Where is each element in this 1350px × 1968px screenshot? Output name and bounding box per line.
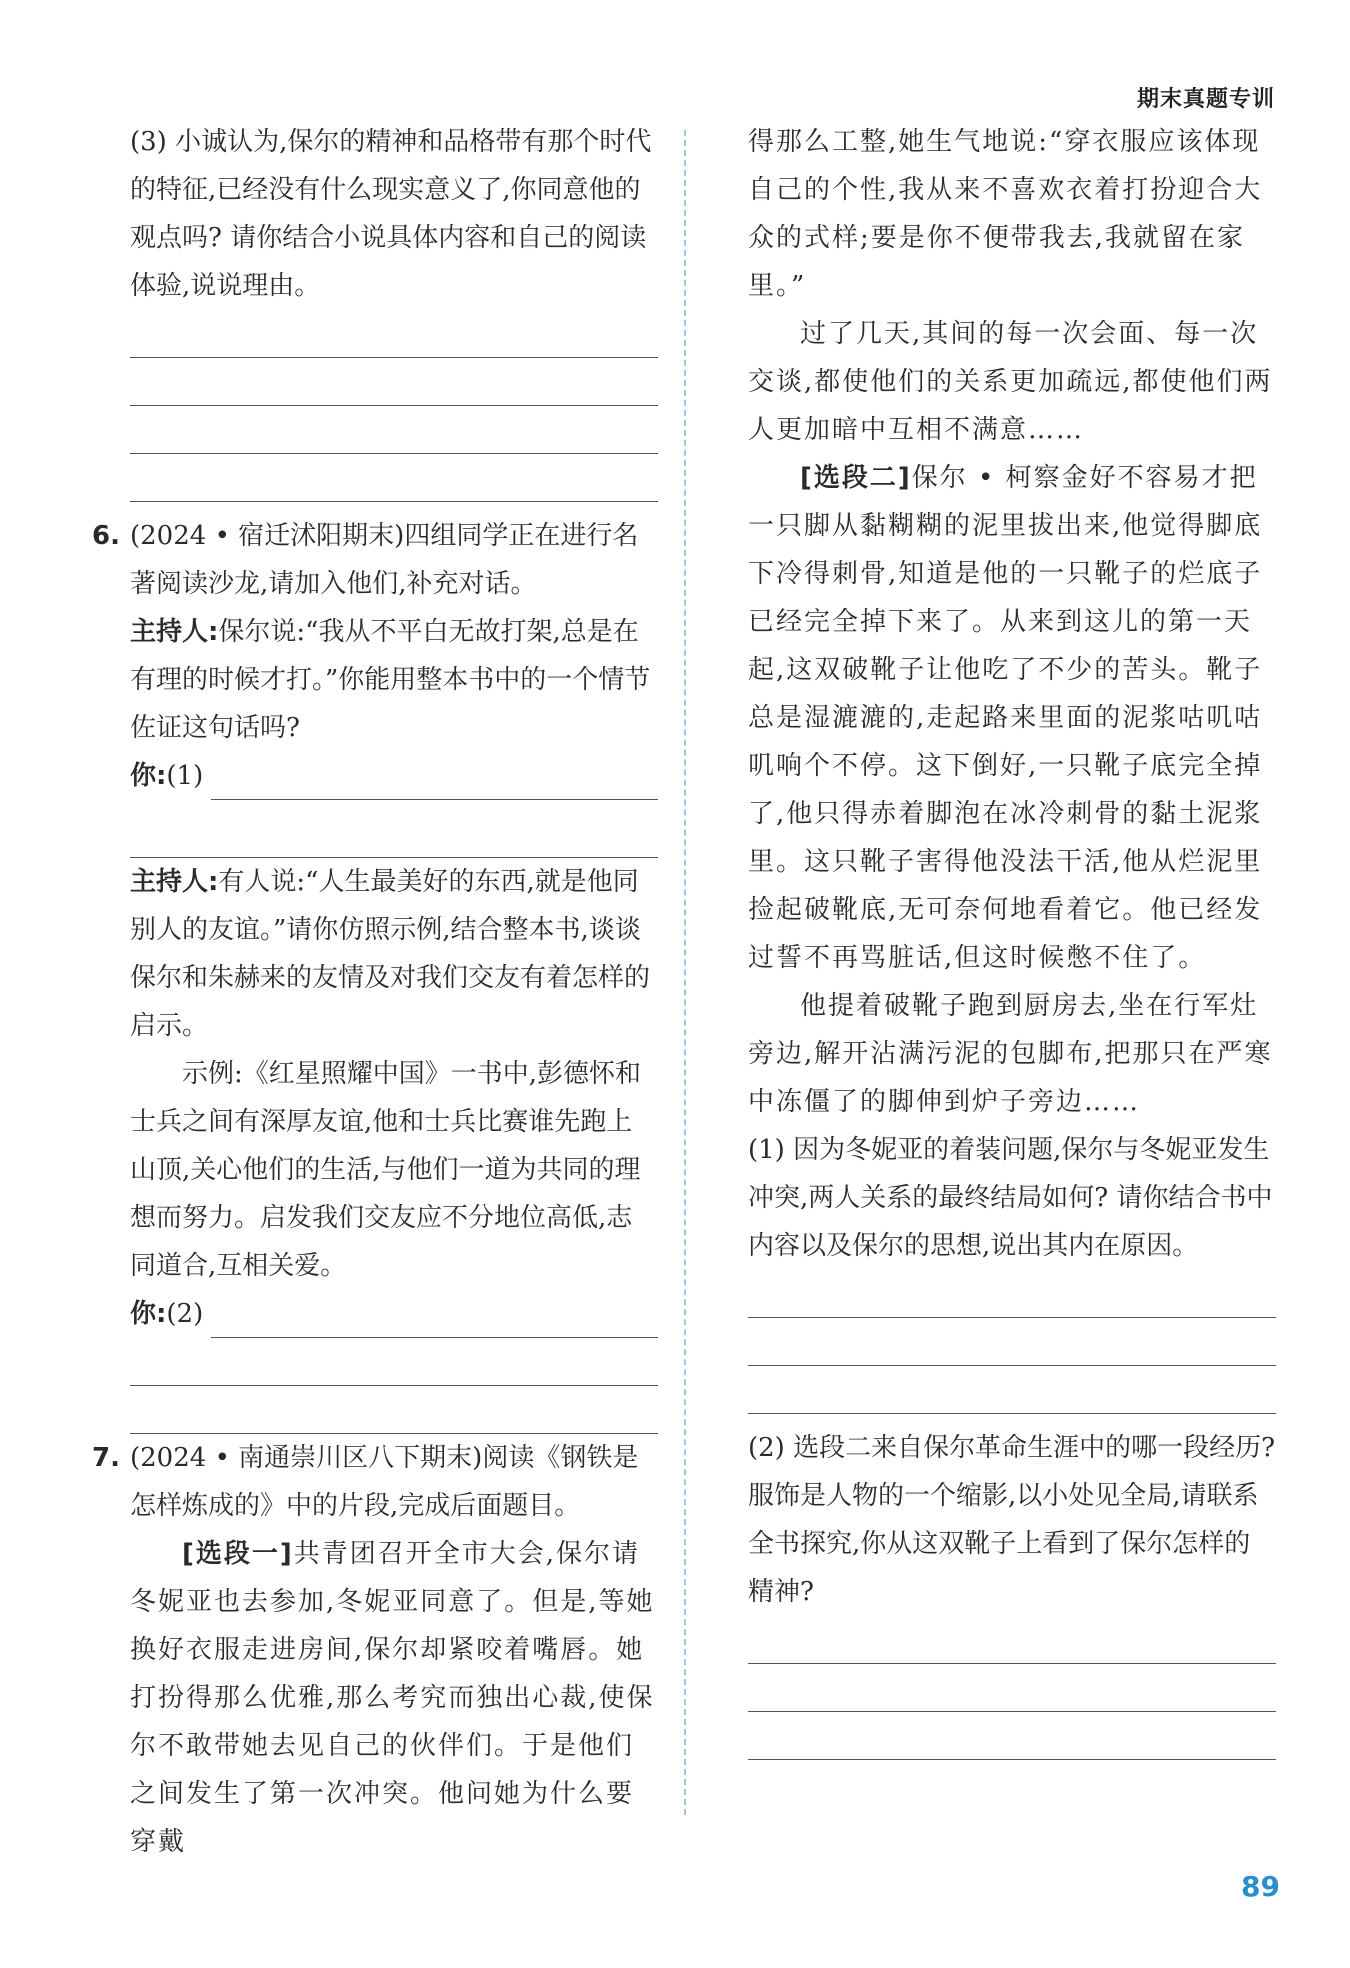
answer-row-1: [130, 752, 658, 800]
question-text: (2024 • 宿迁沭阳期末)四组同学正在进行名著阅读沙龙,请加入他们,补充对话。: [130, 521, 639, 599]
answer-line[interactable]: [130, 800, 658, 858]
passage-2-paragraph-2: 他提着破靴子跑到厨房去,坐在行军灶旁边,解开沾满污泥的包脚布,把那只在严寒中冻僵了的脚伸到炉子旁边……: [748, 991, 1273, 1117]
q7-sub2-text: (2) 选段二来自保尔革命生涯中的哪一段经历? 服饰是人物的一个缩影,以小处见全局,请联系全书探究,你从这双靴子上看到了保尔怎样的精神?: [748, 1433, 1276, 1607]
question-6: [92, 512, 658, 608]
host-text: 保尔说:“我从不平白无故打架,总是在有理的时候才打。”你能用整本书中的一个情节佐证这句话吗?: [130, 617, 651, 743]
answer-line[interactable]: [748, 1664, 1276, 1712]
answer-line[interactable]: [130, 406, 658, 454]
you-label: 你:: [130, 1299, 167, 1329]
example-text: 示例:《红星照耀中国》一书中,彭德怀和士兵之间有深厚友谊,他和士兵比赛谁先跑上山顶,关心他们的生活,与他们一道为共同的理想而努力。启发我们交友应不分地位高低,志同道合,互相关爱。: [130, 1059, 642, 1281]
host-label: 主持人:: [130, 867, 219, 897]
passage-label: [选段二]: [800, 463, 912, 493]
host-label: 主持人:: [130, 617, 219, 647]
passage-1: [130, 1530, 658, 1866]
answer-line[interactable]: [748, 1270, 1276, 1318]
answer-line[interactable]: [748, 1712, 1276, 1760]
answer-number: (2): [166, 1299, 204, 1329]
passage-1-continued: 得那么工整,她生气地说:“穿衣服应该体现自己的个性,我从来不喜欢衣着打扮迎合大众的式样;要是你不便带我去,我就留在家里。”: [748, 127, 1263, 301]
page-number: 89: [1241, 1870, 1280, 1903]
answer-number: (1): [166, 761, 204, 791]
column-divider: [684, 130, 686, 1815]
left-column: [92, 118, 658, 1866]
q5-sub3-text: (3) 小诚认为,保尔的精神和品格带有那个时代的特征,已经没有什么现实意义了,你同意他的观点吗? 请你结合小说具体内容和自己的阅读体验,说说理由。: [130, 127, 652, 301]
answer-line[interactable]: [130, 454, 658, 502]
host-text: 有人说:“人生最美好的东西,就是他同别人的友谊。”请你仿照示例,结合整本书,谈谈保尔和朱赫来的友情及对我们交友有着怎样的启示。: [130, 867, 651, 1041]
answer-line[interactable]: [211, 761, 658, 800]
answer-line[interactable]: [130, 1338, 658, 1386]
answer-line[interactable]: [748, 1366, 1276, 1414]
q7-sub1-text: (1) 因为冬妮亚的着装问题,保尔与冬妮亚发生冲突,两人关系的最终结局如何? 请你结合书中内容以及保尔的思想,说出其内在原因。: [748, 1135, 1273, 1261]
passage-label: [选段一]: [182, 1539, 294, 1569]
you-label: 你:: [130, 761, 167, 791]
host-prompt-1: [130, 608, 658, 752]
host-prompt-2: [130, 858, 658, 1050]
answer-line[interactable]: [130, 1386, 658, 1434]
answer-line[interactable]: [211, 1299, 658, 1338]
answer-line[interactable]: [748, 1616, 1276, 1664]
section-title: 期末真题专训: [1136, 87, 1275, 112]
answer-row-2: [130, 1290, 658, 1338]
answer-line[interactable]: [130, 358, 658, 406]
right-column: [748, 118, 1276, 1760]
passage-text: 共青团召开全市大会,保尔请冬妮亚也去参加,冬妮亚同意了。但是,等她换好衣服走进房间,保尔却紧咬着嘴唇。她打扮得那么优雅,那么考究而独出心裁,使保尔不敢带她去见自己的伙伴们。于是他们之间发生了第一次冲突。他问她为什么要穿戴: [130, 1539, 655, 1857]
answer-line[interactable]: [748, 1318, 1276, 1366]
question-text: (2024 • 南通崇川区八下期末)阅读《钢铁是怎样炼成的》中的片段,完成后面题目。: [130, 1443, 639, 1521]
answer-line[interactable]: [130, 310, 658, 358]
passage-1-paragraph-2: 过了几天,其间的每一次会面、每一次交谈,都使他们的关系更加疏远,都使他们两人更加暗中互相不满意……: [748, 319, 1273, 445]
passage-2: [748, 454, 1276, 982]
question-7: [92, 1434, 658, 1530]
passage-text: 保尔 • 柯察金好不容易才把一只脚从黏糊糊的泥里拔出来,他觉得脚底下冷得刺骨,知道是他的一只靴子的烂底子已经完全掉下来了。从来到这儿的第一天起,这双破靴子让他吃了不少的苦头。靴子总是湿漉漉的,走起路来里面的泥浆咕叽咕叽响个不停。这下倒好,一只靴子底完全掉了,他只得赤着脚泡在冰冷刺骨的黏土泥浆里。这只靴子害得他没法干活,他从烂泥里捡起破靴底,无可奈何地看着它。他已经发过誓不再骂脏话,但这时候憋不住了。: [748, 463, 1263, 973]
question-number: 6.: [92, 521, 120, 551]
question-number: 7.: [92, 1443, 120, 1473]
